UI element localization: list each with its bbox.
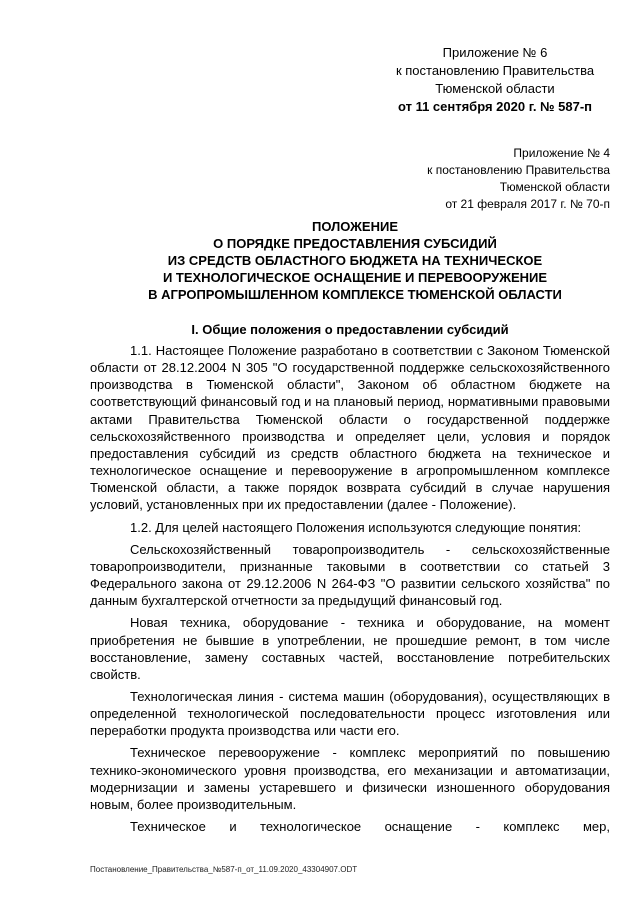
appendix-current-block (360, 44, 630, 116)
appendix-current-date: от 11 сентября 2020 г. № 587-п (397, 99, 593, 114)
section-heading: I. Общие положения о предоставлении субсидий (191, 322, 509, 337)
title-line: И ТЕХНОЛОГИЧЕСКОЕ ОСНАЩЕНИЕ И ПЕРЕВООРУЖЕНИЕ (162, 270, 548, 285)
paragraph: Техническое перевооружение - комплекс мероприятий по повышению технико-экономического уровня производства, его механизации и автоматизации, модернизации и замены устаревшего и физически изношенного оборудования новым, более производительным. (90, 745, 610, 812)
title-line: О ПОРЯДКЕ ПРЕДОСТАВЛЕНИЯ СУБСИДИЙ (213, 236, 497, 251)
paragraph: 1.1. Настоящее Положение разработано в соответствии с Законом Тюменской области от 28.12.2004 N 305 "О государственной поддержке сельскохозяйственного производства в Тюменской области", Законом об областном бюджете на соответствующий финансовый год и на плановый период, нормативными правовыми актами Правительства Тюменской области о государственной поддержке сельскохозяйственного производства и определяет цели, условия и порядок предоставления субсидий из средств областного бюджета на техническое и технологическое оснащение и перевооружение в агропромышленном комплексе Тюменской области, а также порядок возврата субсидий в случае нарушения условий, установленных при их предоставлении (далее - Положение). (90, 343, 610, 513)
appendix-original-number: Приложение № 4 (513, 146, 610, 160)
file-footer: Постановление_Правительства_№587-п_от_11.09.2020_43304907.ODT (90, 865, 358, 874)
appendix-current-region: Тюменской области (435, 81, 555, 96)
appendix-original-region: Тюменской области (499, 180, 610, 194)
appendix-original-date: от 21 февраля 2017 г. № 70-п (445, 197, 610, 211)
title-line: ИЗ СРЕДСТВ ОБЛАСТНОГО БЮДЖЕТА НА ТЕХНИЧЕСКОЕ (167, 253, 543, 268)
paragraph: Сельскохозяйственный товаропроизводитель - сельскохозяйственные товаропроизводители, признанные таковыми в соответствии со статьей 3 Федерального закона от 29.12.2006 N 264-ФЗ "О развитии сельского хозяйства" по данным бухгалтерской отчетности за предыдущий финансовый год. (90, 541, 610, 609)
appendix-current-ref: к постановлению Правительства (395, 63, 595, 78)
document-body (90, 342, 610, 840)
paragraph: 1.2. Для целей настоящего Положения используются следующие понятия: (130, 519, 582, 535)
appendix-current-number: Приложение № 6 (442, 45, 548, 60)
title-line: ПОЛОЖЕНИЕ (311, 219, 399, 234)
appendix-original-ref: к постановлению Правительства (427, 163, 610, 177)
paragraph: Новая техника, оборудование - техника и оборудование, на момент приобретения не бывшие в употреблении, не прошедшие ремонт, в том числе восстановление, замену составных частей, восстановление потребительских свойств. (90, 615, 610, 682)
title-line: В АГРОПРОМЫШЛЕННОМ КОМПЛЕКСЕ ТЮМЕНСКОЙ ОБЛАСТИ (148, 287, 562, 302)
paragraph: Техническое и технологическое оснащение - комплекс мер, (130, 819, 610, 835)
document-title (90, 218, 620, 303)
paragraph: Технологическая линия - система машин (оборудования), осуществляющих в определенной технологической последовательности процесс изготовления или переработки продукта производства или части его. (90, 688, 610, 739)
appendix-original-block (410, 145, 610, 213)
